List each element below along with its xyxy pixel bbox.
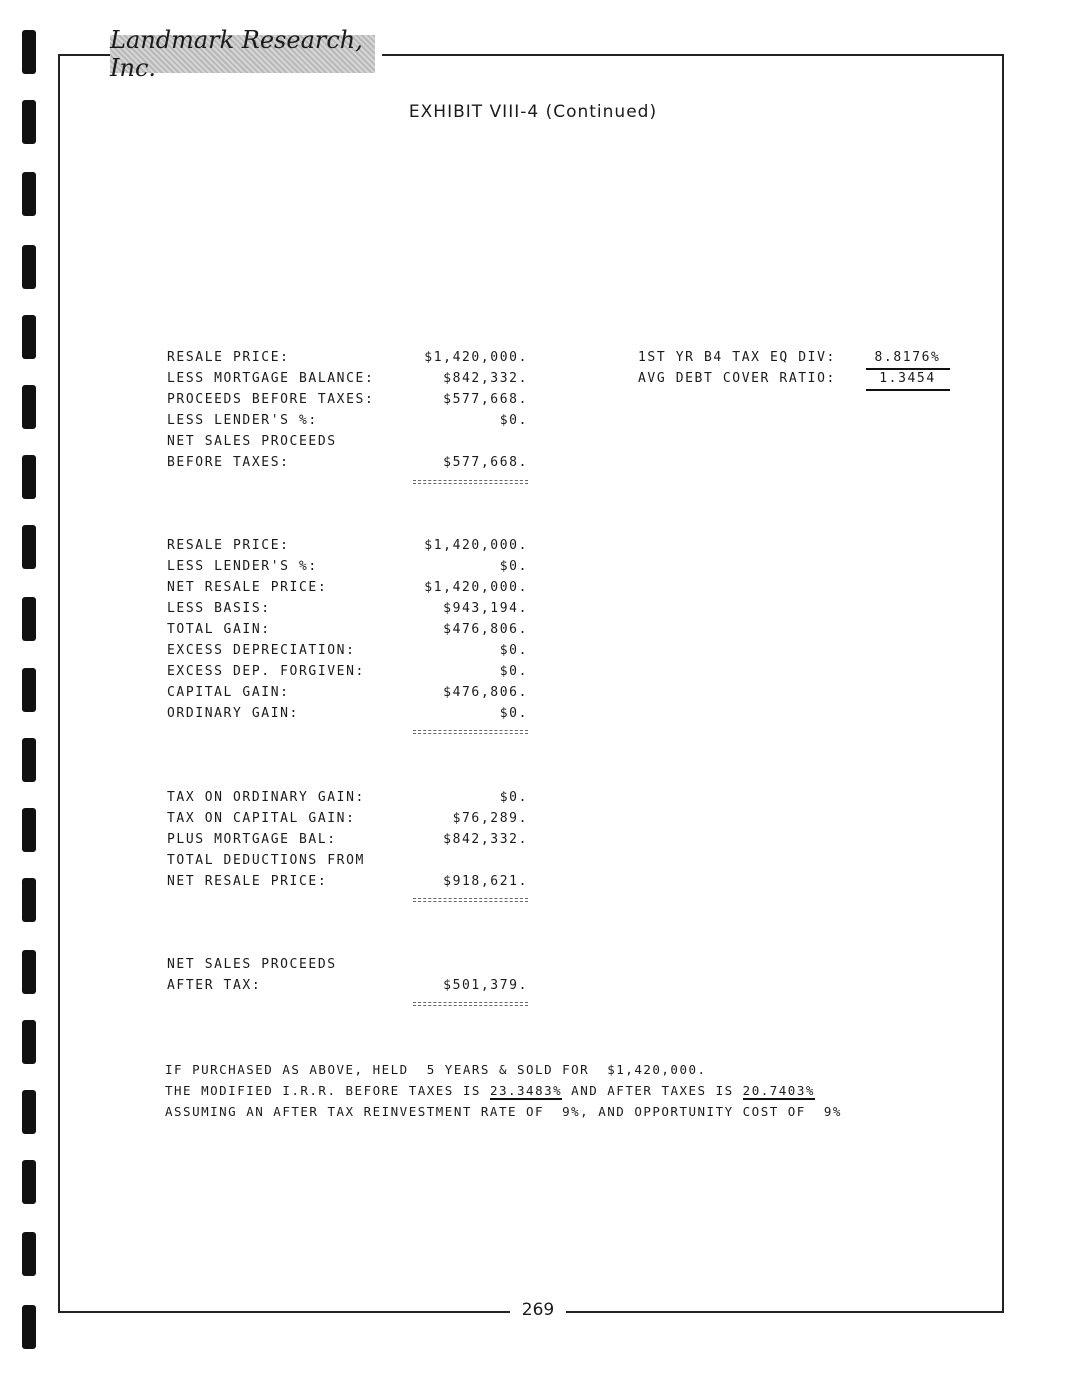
row-value: $476,806. [443,685,528,700]
row-label: TOTAL GAIN: [167,622,271,637]
row-label: PLUS MORTGAGE BAL: [167,832,337,847]
row-value: $0. [499,706,528,721]
row-label: LESS MORTGAGE BALANCE: [167,371,375,386]
row-label: LESS LENDER'S %: [167,559,318,574]
double-rule [413,480,528,484]
row-value: $0. [499,664,528,679]
double-rule [413,898,528,902]
row-value: $943,194. [443,601,528,616]
binder-hole [22,1305,36,1349]
row-label: TAX ON CAPITAL GAIN: [167,811,356,826]
row-label: CAPITAL GAIN: [167,685,290,700]
row-value: $842,332. [443,832,528,847]
binder-hole [22,1160,36,1204]
row-value: $577,668. [443,455,528,470]
summary-line-3: ASSUMING AN AFTER TAX REINVESTMENT RATE OF 9%, AND OPPORTUNITY COST OF 9% [165,1104,842,1119]
row-label: TOTAL DEDUCTIONS FROM [167,853,365,868]
frame-top-left [58,54,110,56]
binder-hole [22,172,36,216]
binder-hole [22,30,36,74]
summary-line-2 [165,1083,815,1099]
binder-hole [22,597,36,641]
ratio-underline [866,389,950,391]
row-label: LESS BASIS: [167,601,271,616]
row-value: $76,289. [452,811,528,826]
row-label: RESALE PRICE: [167,538,290,553]
double-rule [413,730,528,734]
page-number: 269 [510,1300,566,1320]
binder-hole [22,1090,36,1134]
ratio-label: 1ST YR B4 TAX EQ DIV: [638,350,836,365]
summary-line-1: IF PURCHASED AS ABOVE, HELD 5 YEARS & SOLD FOR $1,420,000. [165,1062,707,1077]
ratio-value: 8.8176% [874,350,941,365]
row-label: ORDINARY GAIN: [167,706,299,721]
row-label: AFTER TAX: [167,978,262,993]
binder-hole [22,1232,36,1276]
ratio-underline [866,368,950,370]
ratio-label: AVG DEBT COVER RATIO: [638,371,836,386]
binder-hole [22,385,36,429]
row-value: $577,668. [443,392,528,407]
row-label: NET SALES PROCEEDS [167,957,337,972]
ratio-value: 1.3454 [879,371,936,386]
row-label: NET SALES PROCEEDS [167,434,337,449]
row-value: $918,621. [443,874,528,889]
double-rule [413,1002,528,1006]
row-value: $501,379. [443,978,528,993]
binder-hole [22,315,36,359]
row-value: $0. [499,559,528,574]
row-label: RESALE PRICE: [167,350,290,365]
row-value: $1,420,000. [424,350,528,365]
row-value: $1,420,000. [424,580,528,595]
row-value: $476,806. [443,622,528,637]
irr-before-tax: 23.3483% [489,1083,563,1098]
summary-text: THE MODIFIED I.R.R. BEFORE TAXES IS [165,1083,490,1098]
binder-hole [22,808,36,852]
row-label: BEFORE TAXES: [167,455,290,470]
row-value: $842,332. [443,371,528,386]
summary-text: AND AFTER TAXES IS [562,1083,743,1098]
binder-hole [22,878,36,922]
row-value: $0. [499,790,528,805]
row-value: $0. [499,413,528,428]
binder-hole [22,455,36,499]
frame-top-right [382,54,1003,56]
frame-left [58,54,60,1312]
binder-hole [22,525,36,569]
row-label: PROCEEDS BEFORE TAXES: [167,392,375,407]
binder-hole [22,950,36,994]
frame-right [1002,54,1004,1312]
binder-hole [22,245,36,289]
irr-after-tax: 20.7403% [742,1083,815,1098]
binder-hole [22,738,36,782]
binder-hole [22,1020,36,1064]
exhibit-title: EXHIBIT VIII-4 (Continued) [408,102,658,122]
row-label: NET RESALE PRICE: [167,874,328,889]
binder-hole [22,668,36,712]
row-label: TAX ON ORDINARY GAIN: [167,790,365,805]
company-logo: Landmark Research, Inc. [110,35,375,73]
row-label: LESS LENDER'S %: [167,413,318,428]
row-label: EXCESS DEP. FORGIVEN: [167,664,365,679]
row-label: NET RESALE PRICE: [167,580,328,595]
row-value: $1,420,000. [424,538,528,553]
row-label: EXCESS DEPRECIATION: [167,643,356,658]
row-value: $0. [499,643,528,658]
